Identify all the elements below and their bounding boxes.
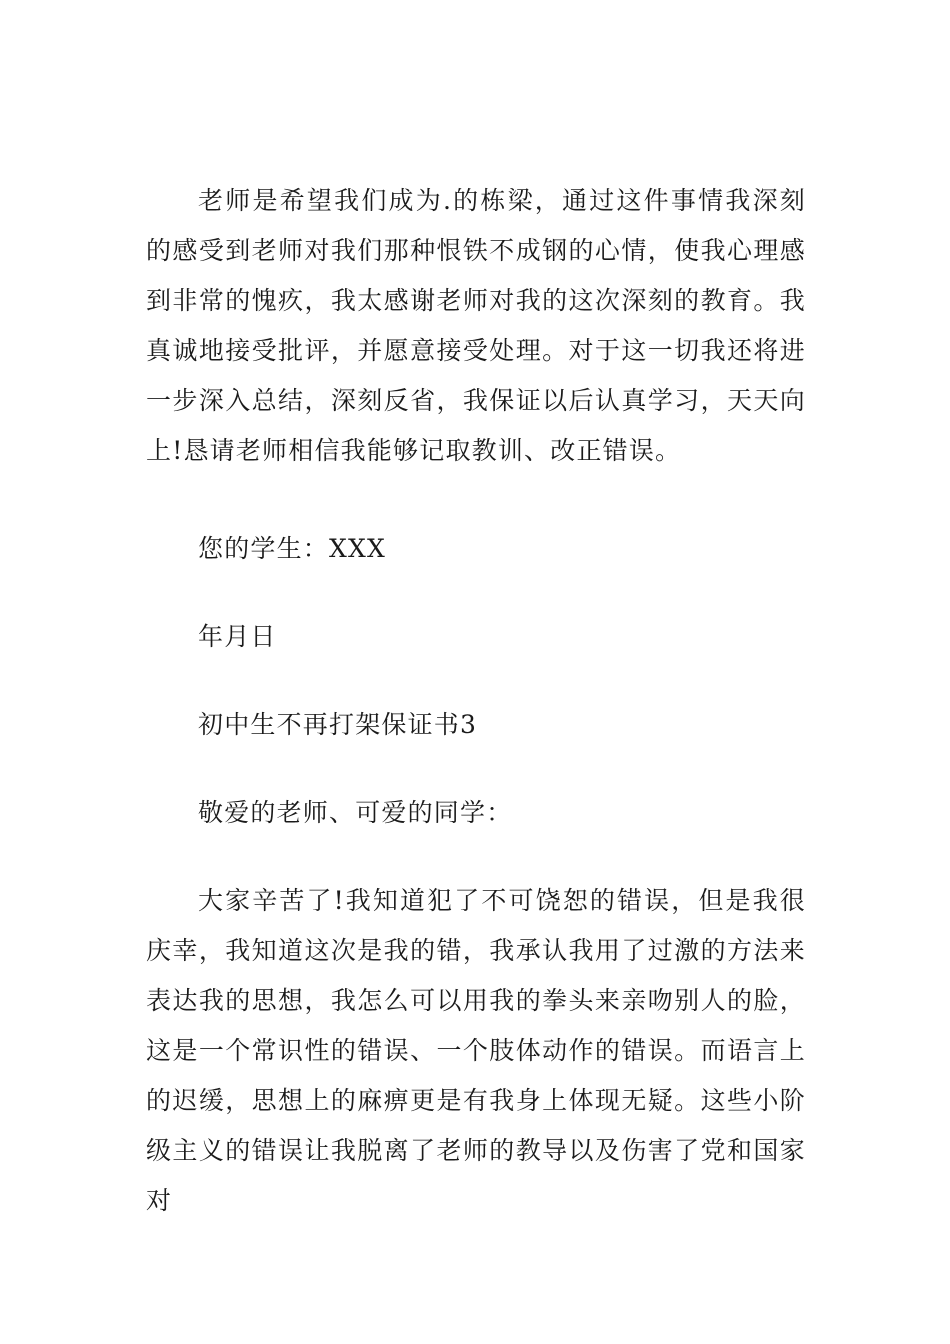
signature-line: 您的学生：XXX: [198, 534, 386, 563]
salutation-line: 敬爱的老师、可爱的同学：: [198, 798, 513, 827]
document-page: [146, 176, 806, 1226]
section-heading: 初中生不再打架保证书3: [198, 710, 478, 739]
paragraph-teacher-expectation: 老师是希望我们成为.的栋梁，通过这件事情我深刻的感受到老师对我们那种恨铁不成钢的心情，使我心理感到非常的愧疚，我太感谢老师对我的这次深刻的教育。我真诚地接受批评，并愿意接受处理。对于这一切我还将进一步深入总结，深刻反省，我保证以后认真学习，天天向上!恳请老师相信我能够记取教训、改正错误。: [146, 186, 806, 465]
paragraph-apology: 大家辛苦了!我知道犯了不可饶恕的错误，但是我很庆幸，我知道这次是我的错，我承认我用了过激的方法来表达我的思想，我怎么可以用我的拳头来亲吻别人的脸，这是一个常识性的错误、一个肢体动作的错误。而语言上的迟缓，思想上的麻痹更是有我身上体现无疑。这些小阶级主义的错误让我脱离了老师的教导以及伤害了党和国家对: [146, 886, 806, 1215]
date-line: 年月日: [198, 622, 277, 651]
